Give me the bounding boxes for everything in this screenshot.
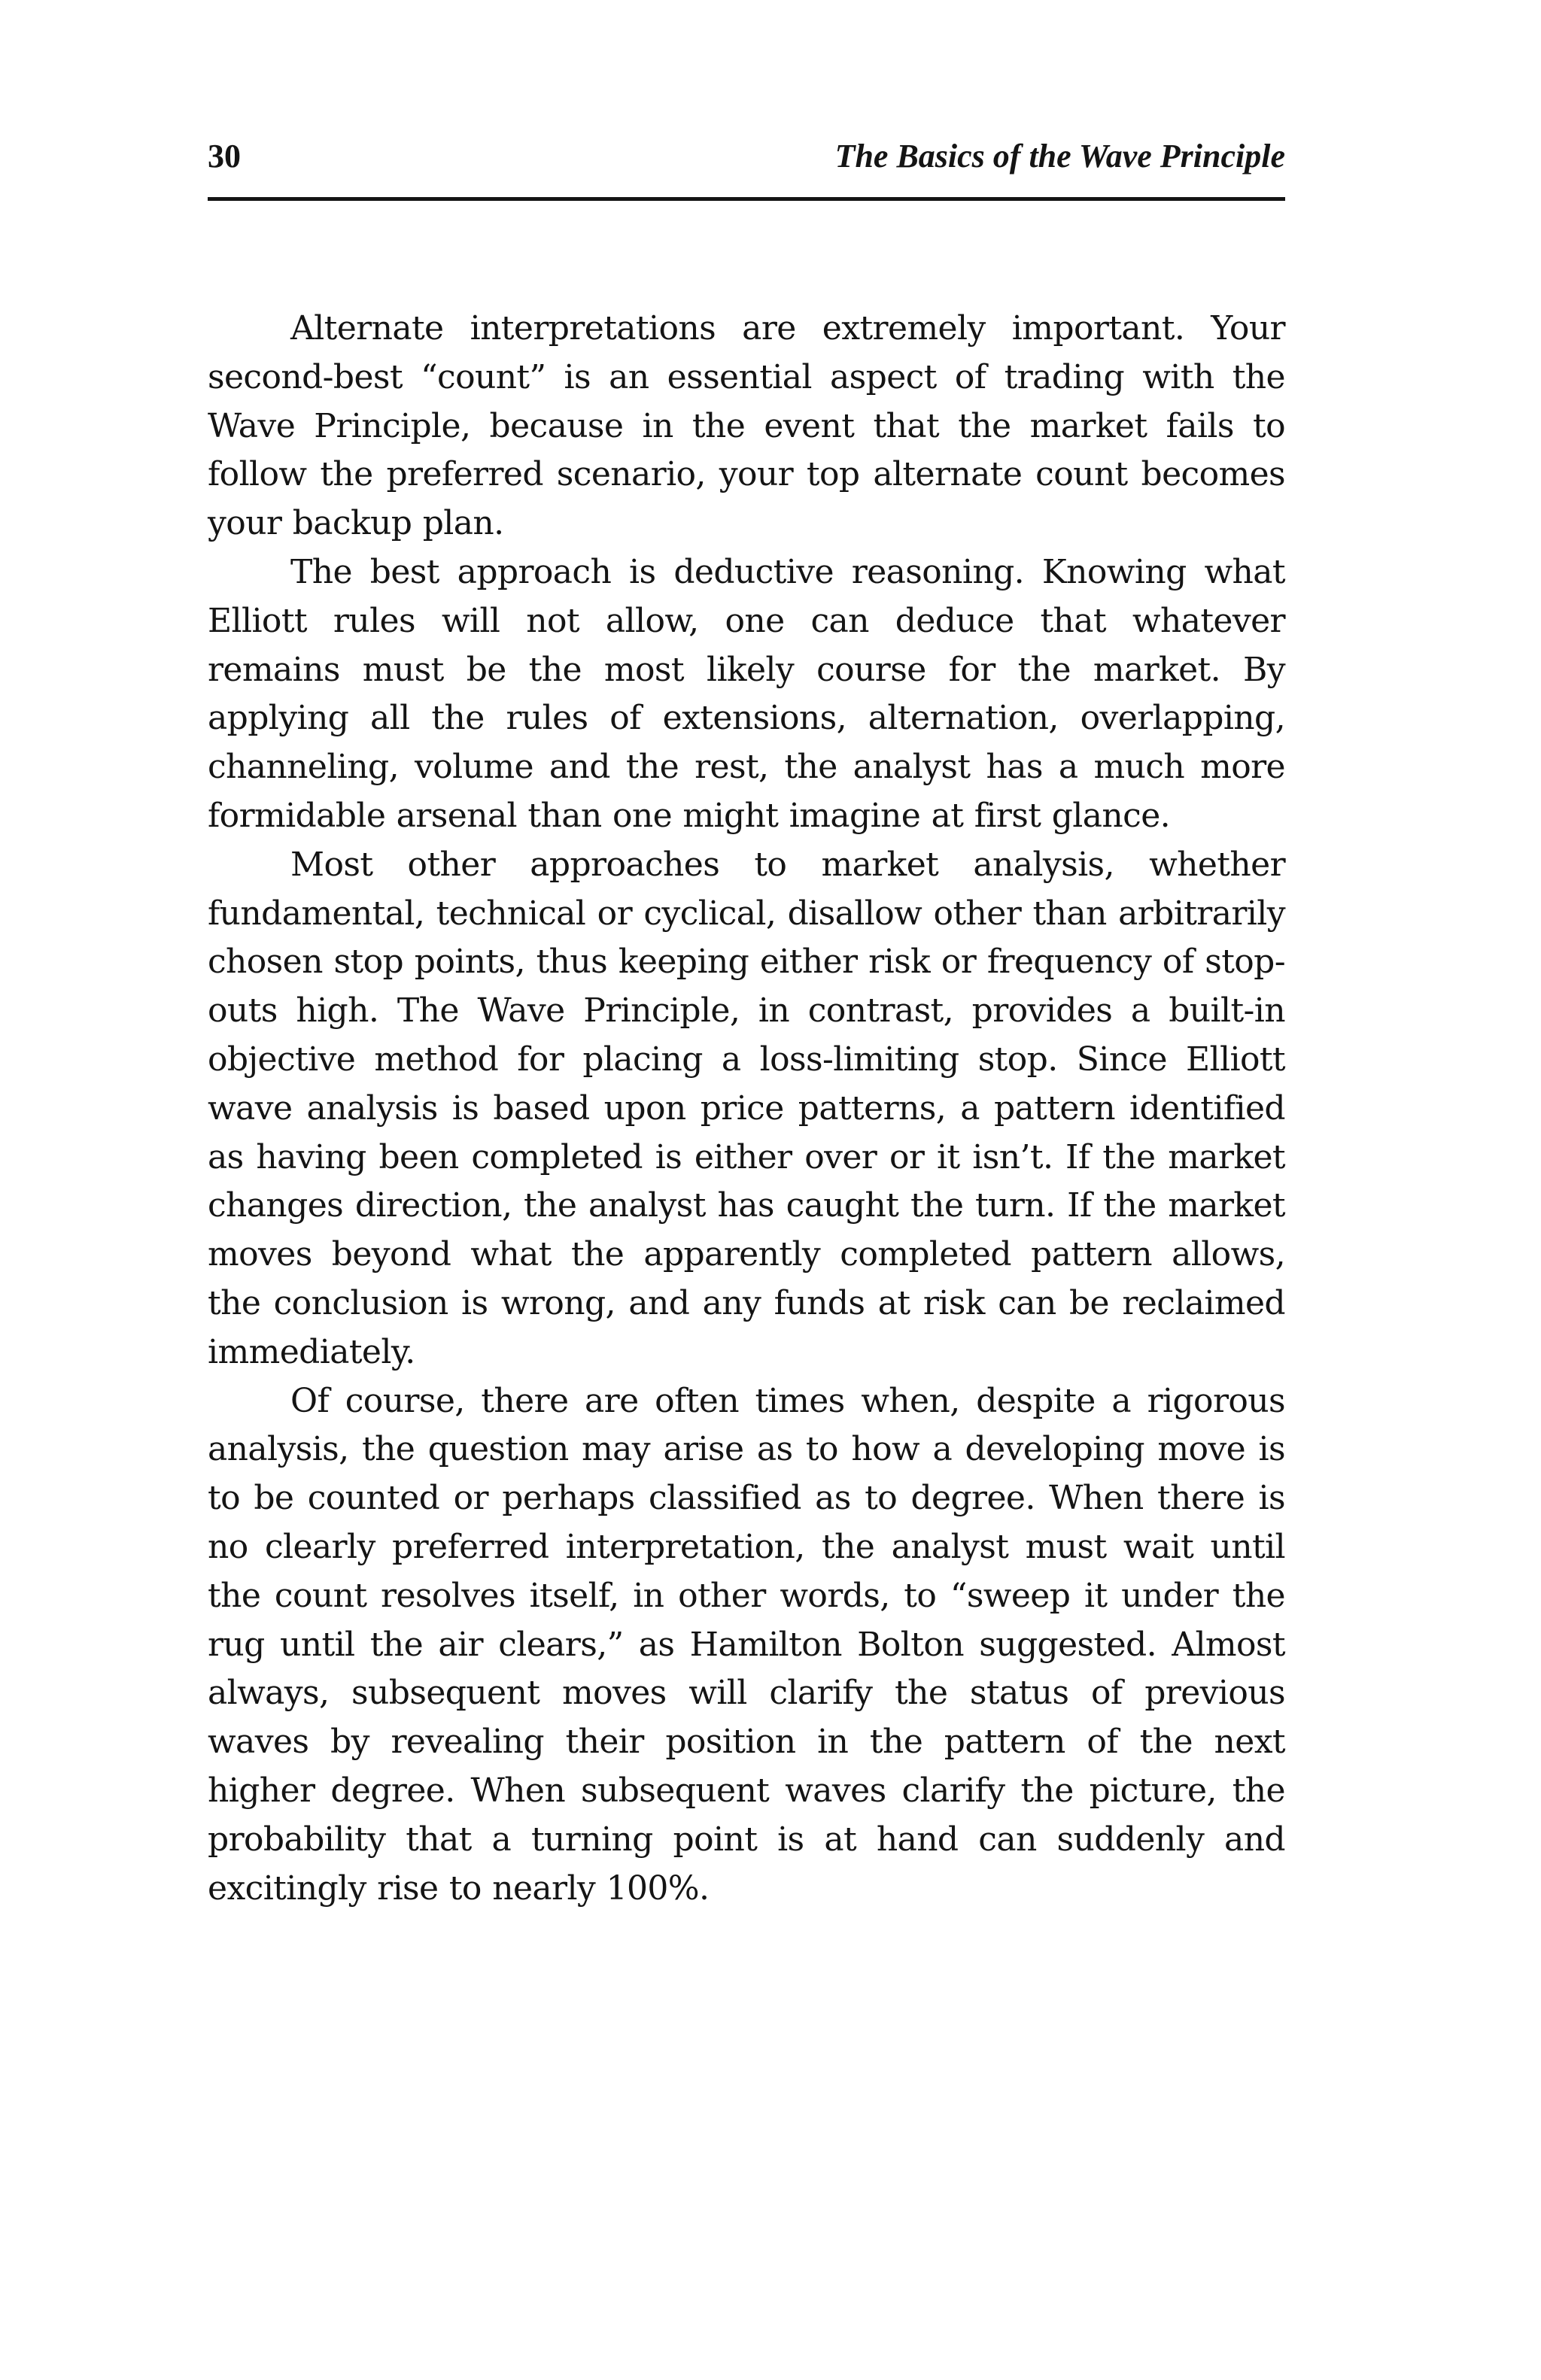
running-title: The Basics of the Wave Principle	[834, 138, 1285, 175]
body-text	[208, 305, 1285, 1913]
header-divider	[208, 197, 1285, 201]
page-number: 30	[208, 138, 241, 175]
paragraph-alternate-interpretations: Alternate interpretations are extremely important. Your second-best “count” is an essential aspect of trading with the Wave Principle, because in the event that the market fails to follow the preferred scenario, your top alternate count becomes your backup plan.	[208, 309, 1285, 543]
page-header	[208, 134, 1285, 179]
paragraph-deductive-reasoning: The best approach is deductive reasoning. Knowing what Elliott rules will not allow, one can deduce that whatever remains must be the most likely course for the market. By applying all the rules of extensions, alternation, overlapping, channeling, volume and the rest, the analyst has a much more formidable arsenal than one might imagine at first glance.	[208, 552, 1285, 835]
paragraph-unclear-count: Of course, there are often times when, despite a rigorous analysis, the question may arise as to how a developing move is to be counted or perhaps classified as to degree. When there is no clearly preferred interpretation, the analyst must wait until the count resolves itself, in other words, to “sweep it under the rug until the air clears,” as Hamilton Bolton suggested. Almost always, subsequent moves will clarify the status of previous waves by revealing their position in the pattern of the next higher degree. When subsequent waves clarify the picture, the probability that a turning point is at hand can suddenly and excitingly rise to nearly 100%.	[208, 1381, 1285, 1908]
paragraph-stop-points: Most other approaches to market analysis, whether fundamental, technical or cyclical, disallow other than arbitrarily chosen stop points, thus keeping either risk or frequency of stop-outs high. The Wave Principle, in contrast, provides a built-in objective method for placing a loss-limiting stop. Since Elliott wave analysis is based upon price patterns, a pattern identified as having been completed is either over or it isn’t. If the market changes direction, the analyst has caught the turn. If the market moves beyond what the apparently completed pattern allows, the conclusion is wrong, and any funds at risk can be reclaimed immediately.	[208, 845, 1285, 1371]
